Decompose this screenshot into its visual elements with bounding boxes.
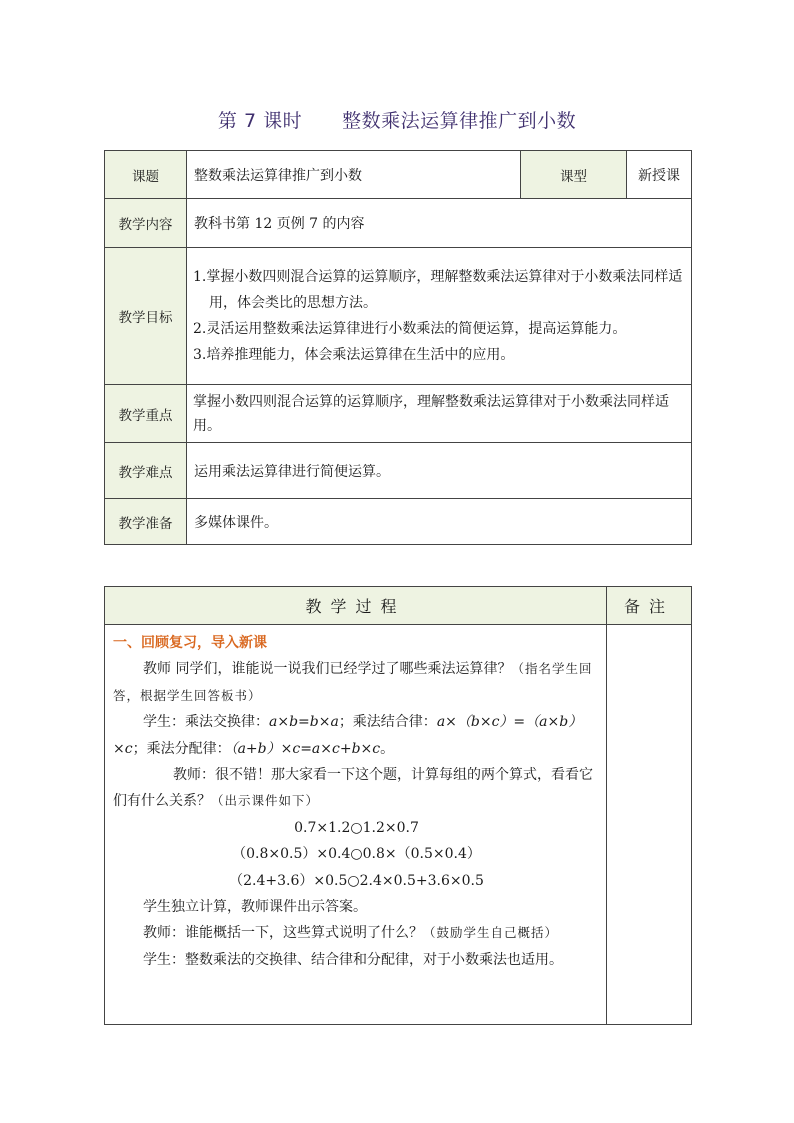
prep-label: 教学准备 (105, 499, 187, 545)
paragraph-student-conclusion: 学生：整数乘法的交换律、结合律和分配律，对于小数乘法也适用。 (143, 951, 563, 968)
formula-line: （2.4+3.6）×0.5○2.4×0.5+3.6×0.5 (229, 872, 484, 889)
type-label: 课型 (521, 151, 627, 199)
type-value: 新授课 (627, 151, 692, 199)
lesson-info-table (104, 150, 692, 545)
difficulty-value: 运用乘法运算律进行简便运算。 (187, 443, 692, 499)
difficulty-row (105, 443, 692, 499)
lesson-topic: 整数乘法运算律推广到小数 (342, 110, 577, 132)
key-row (105, 385, 692, 443)
paragraph-teacher-exercise: 教师：很不错！那大家看一下这个题，计算每组的两个算式，看看它们有什么关系？（出示课件如下） (113, 767, 593, 810)
process-header: 教学过程 (105, 587, 607, 625)
paragraph-independent-calc: 学生独立计算，教师课件出示答案。 (143, 899, 367, 916)
formula-line: （0.8×0.5）×0.4○0.8×（0.5×0.4） (232, 846, 481, 863)
paragraph-teacher-summary: 教师：谁能概括一下，这些算式说明了什么？（鼓励学生自己概括） (143, 925, 559, 942)
key-label: 教学重点 (105, 385, 187, 443)
notes-cell (607, 625, 692, 1025)
content-value: 教科书第 12 页例 7 的内容 (187, 199, 692, 248)
paragraph-student-laws: 学生：乘法交换律：a×b=b×a；乘法结合律：a×（b×c）=（a×b）×c；乘法分配律：（a+b）×c=a×c+b×c。 (113, 714, 583, 757)
lesson-number: 第 7 课时 (217, 110, 303, 132)
topic-label: 课题 (105, 151, 187, 199)
goals-list (187, 248, 692, 385)
content-row (105, 199, 692, 248)
teaching-process-table (104, 586, 692, 1025)
page-title (0, 106, 794, 133)
prep-value: 多媒体课件。 (187, 499, 692, 545)
notes-header: 备注 (607, 587, 692, 625)
goal-item: 1.掌握小数四则混合运算的运算顺序，理解整数乘法运算律对于小数乘法同样适用，体会类比的思想方法。 (193, 269, 683, 311)
process-body (105, 625, 607, 1025)
content-label: 教学内容 (105, 199, 187, 248)
goals-row (105, 248, 692, 385)
difficulty-label: 教学难点 (105, 443, 187, 499)
topic-row (105, 151, 692, 199)
process-body-row (105, 625, 692, 1025)
paragraph-teacher-question: 教师 同学们，谁能说一说我们已经学过了哪些乘法运算律？（指名学生回答，根据学生回答板书） (113, 661, 593, 703)
process-header-row (105, 587, 692, 625)
goals-label: 教学目标 (105, 248, 187, 385)
section-title: 一、回顾复习，导入新课 (113, 635, 267, 651)
key-value: 掌握小数四则混合运算的运算顺序，理解整数乘法运算律对于小数乘法同样适用。 (187, 385, 692, 443)
topic-value: 整数乘法运算律推广到小数 (187, 151, 521, 199)
formula-line: 0.7×1.2○1.2×0.7 (294, 819, 419, 836)
goal-item: 2.灵活运用整数乘法运算律进行小数乘法的简便运算，提高运算能力。 (193, 321, 627, 337)
goal-item: 3.培养推理能力，体会乘法运算律在生活中的应用。 (193, 347, 515, 363)
prep-row (105, 499, 692, 545)
